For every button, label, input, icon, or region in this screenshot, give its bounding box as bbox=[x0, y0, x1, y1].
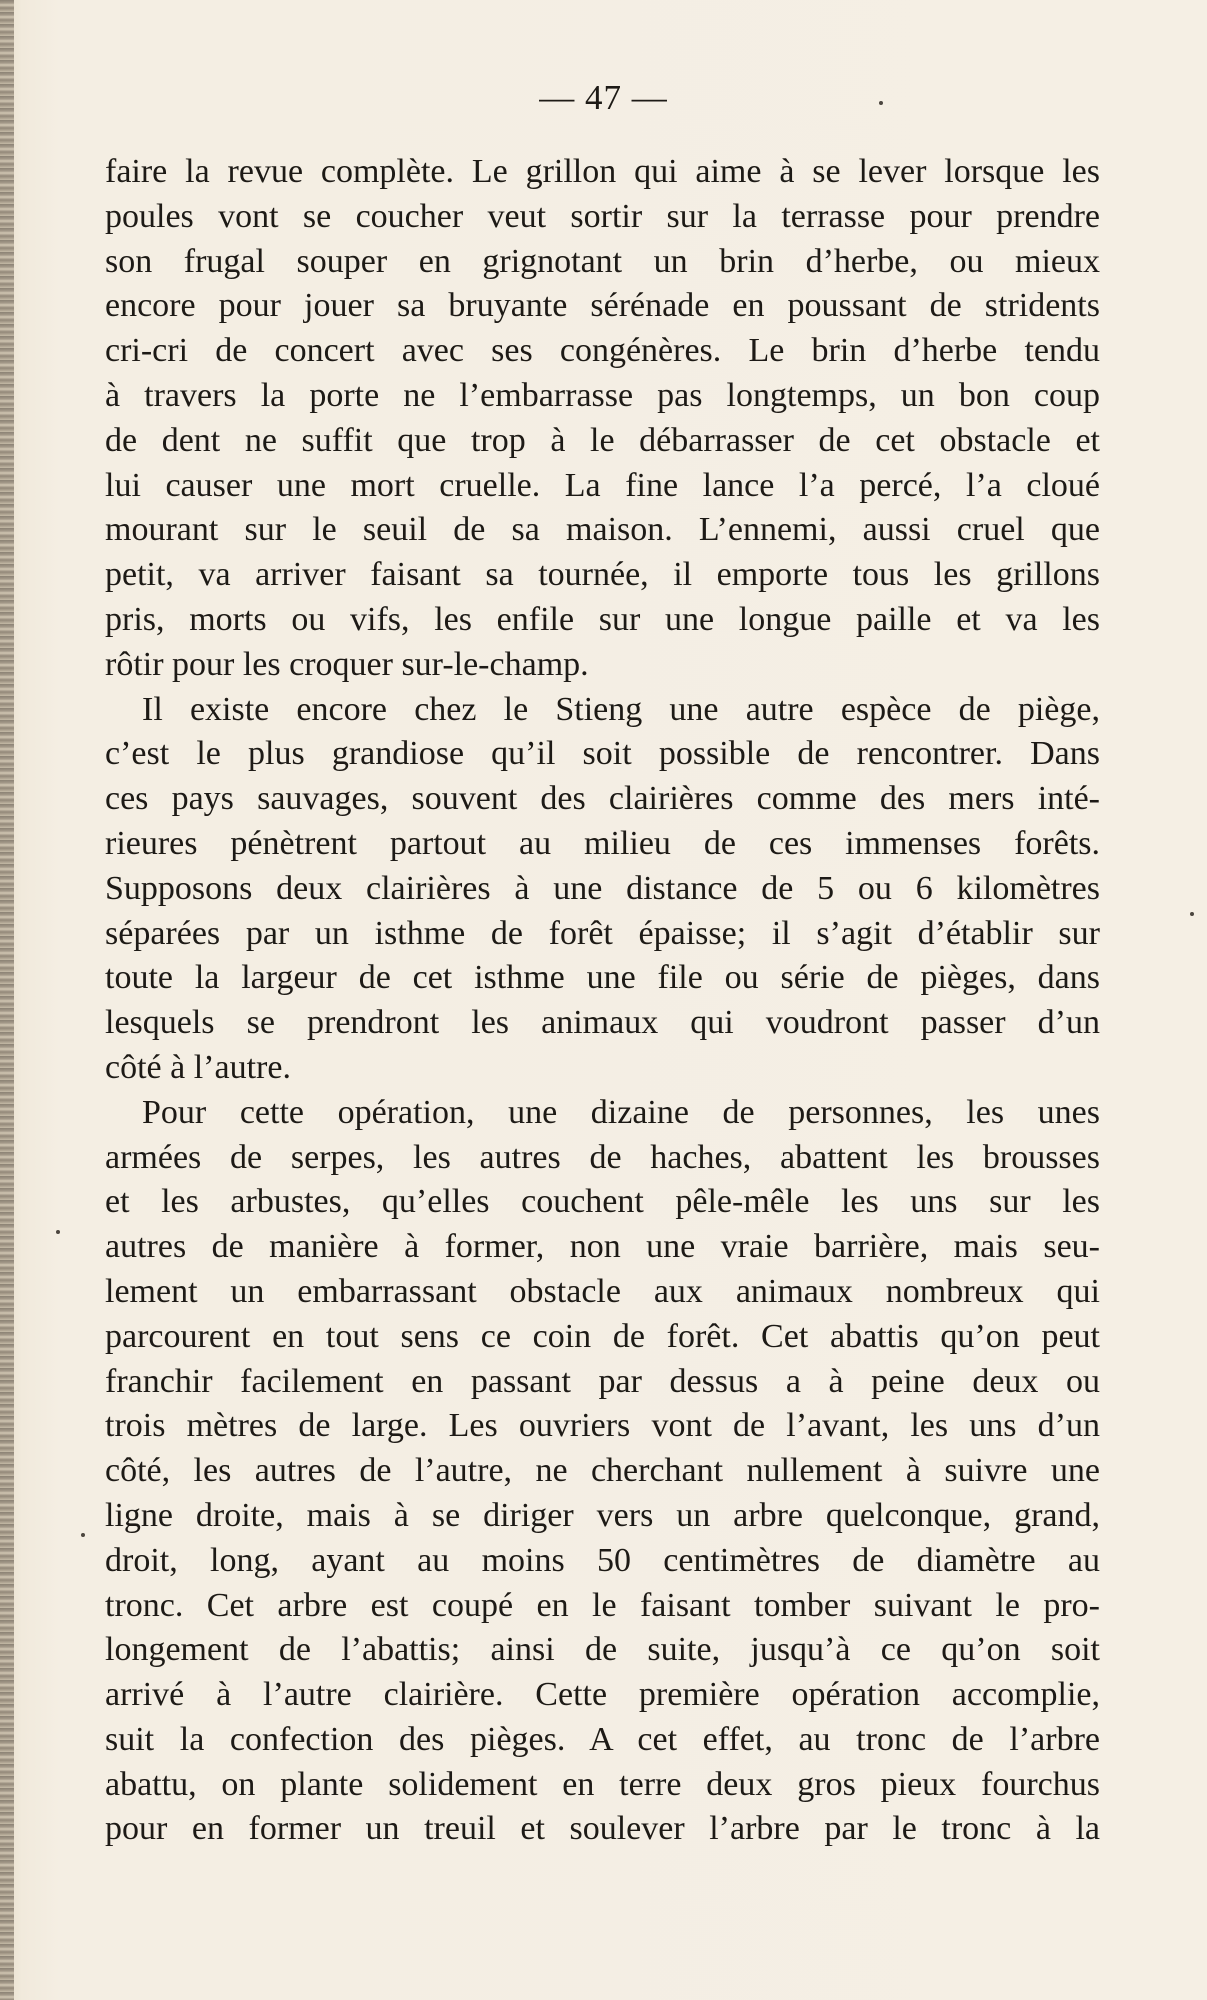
text-line: côté, les autres de l’autre, ne cherchant nullement à suivre une bbox=[105, 1452, 1100, 1490]
text-line: séparées par un isthme de forêt épaisse; il s’agit d’établir sur bbox=[105, 914, 1100, 952]
text-line: Il existe encore chez le Stieng une autre espèce de piège, bbox=[142, 690, 1100, 728]
text-line: côté à l’autre. bbox=[105, 1048, 291, 1086]
body-text bbox=[105, 150, 1100, 1852]
text-line: et les arbustes, qu’elles couchent pêle-mêle les uns sur les bbox=[105, 1183, 1100, 1221]
text-line: Supposons deux clairières à une distance de 5 ou 6 kilomètres bbox=[105, 869, 1100, 907]
text-line: rôtir pour les croquer sur-le-champ. bbox=[105, 645, 589, 683]
text-line: pour en former un treuil et soulever l’arbre par le tronc à la bbox=[105, 1810, 1100, 1848]
print-speck bbox=[879, 101, 883, 105]
text-line: suit la confection des pièges. A cet effet, au tronc de l’arbre bbox=[105, 1720, 1100, 1758]
text-line: lement un embarrassant obstacle aux animaux nombreux qui bbox=[105, 1272, 1100, 1310]
text-line: son frugal souper en grignotant un brin d’herbe, ou mieux bbox=[105, 242, 1100, 280]
text-line: c’est le plus grandiose qu’il soit possible de rencontrer. Dans bbox=[105, 735, 1100, 773]
text-line: tronc. Cet arbre est coupé en le faisant tomber suivant le pro- bbox=[105, 1586, 1100, 1624]
text-line: franchir facilement en passant par dessus a à peine deux ou bbox=[105, 1362, 1100, 1400]
text-line: à travers la porte ne l’embarrasse pas longtemps, un bon coup bbox=[105, 376, 1100, 414]
text-line: toute la largeur de cet isthme une file ou série de pièges, dans bbox=[105, 959, 1100, 997]
text-line: parcourent en tout sens ce coin de forêt. Cet abattis qu’on peut bbox=[105, 1317, 1100, 1355]
text-line: pris, morts ou vifs, les enfile sur une longue paille et va les bbox=[105, 600, 1100, 638]
print-speck bbox=[56, 1230, 60, 1234]
text-line: mourant sur le seuil de sa maison. L’ennemi, aussi cruel que bbox=[105, 511, 1100, 549]
text-line: ces pays sauvages, souvent des clairières comme des mers inté- bbox=[105, 780, 1100, 818]
text-line: droit, long, ayant au moins 50 centimètres de diamètre au bbox=[105, 1541, 1100, 1579]
binding-edge bbox=[0, 0, 14, 2000]
print-speck bbox=[81, 1533, 85, 1537]
text-line: ligne droite, mais à se diriger vers un arbre quelconque, grand, bbox=[105, 1496, 1100, 1534]
text-line: cri-cri de concert avec ses congénères. Le brin d’herbe tendu bbox=[105, 332, 1100, 370]
text-line: encore pour jouer sa bruyante sérénade en poussant de stridents bbox=[105, 287, 1100, 325]
text-line: longement de l’abattis; ainsi de suite, jusqu’à ce qu’on soit bbox=[105, 1631, 1100, 1669]
text-line: faire la revue complète. Le grillon qui aime à se lever lorsque les bbox=[105, 153, 1100, 190]
print-speck bbox=[1190, 912, 1194, 916]
text-line: lui causer une mort cruelle. La fine lance l’a percé, l’a cloué bbox=[105, 466, 1100, 504]
text-line: petit, va arriver faisant sa tournée, il emporte tous les grillons bbox=[105, 556, 1100, 594]
text-line: trois mètres de large. Les ouvriers vont de l’avant, les uns d’un bbox=[105, 1407, 1100, 1445]
text-line: de dent ne suffit que trop à le débarrasser de cet obstacle et bbox=[105, 421, 1100, 459]
text-line: rieures pénètrent partout au milieu de ces immenses forêts. bbox=[105, 824, 1100, 862]
text-line: arrivé à l’autre clairière. Cette première opération accomplie, bbox=[105, 1676, 1100, 1714]
text-line: autres de manière à former, non une vraie barrière, mais seu- bbox=[105, 1228, 1100, 1266]
text-line: Pour cette opération, une dizaine de personnes, les unes bbox=[142, 1093, 1100, 1131]
page-number: — 47 — bbox=[539, 78, 668, 117]
text-line: abattu, on plante solidement en terre deux gros pieux fourchus bbox=[105, 1765, 1100, 1803]
text-line: armées de serpes, les autres de haches, abattent les brousses bbox=[105, 1138, 1100, 1176]
text-line: lesquels se prendront les animaux qui voudront passer d’un bbox=[105, 1004, 1100, 1042]
text-line: poules vont se coucher veut sortir sur la terrasse pour prendre bbox=[105, 197, 1100, 235]
